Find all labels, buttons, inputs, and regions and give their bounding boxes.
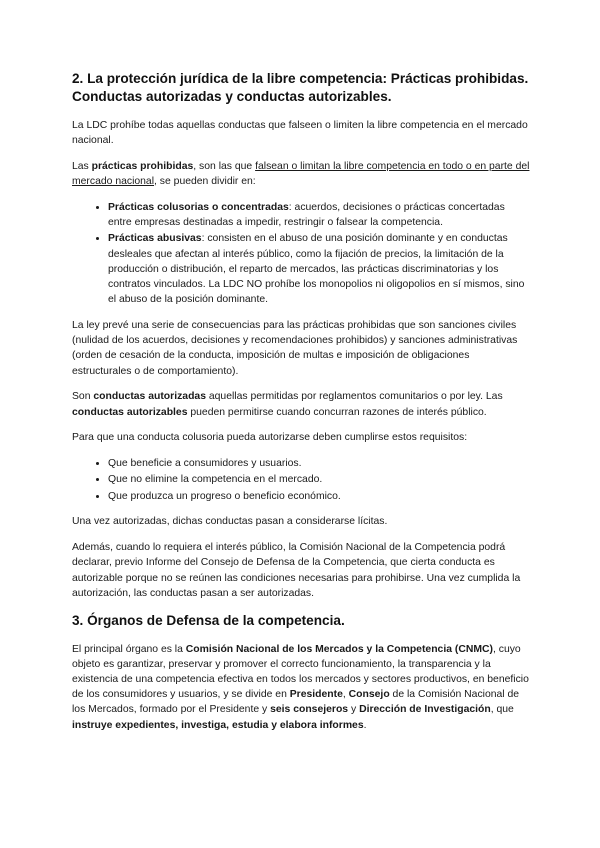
list-item: • Que no elimine la competencia en el mercado.	[108, 472, 530, 487]
paragraph-ldc-prohibe: La LDC prohíbe todas aquellas conductas que falseen o limiten la libre competencia en el mercado nacional.	[72, 120, 528, 147]
list-item: • Prácticas colusorias o concentradas: acuerdos, decisiones o prácticas concertadas entre empresas destinadas a impedir, restringir o falsear la competencia.	[108, 200, 530, 230]
section-3-heading: 3. Órganos de Defensa de la competencia.	[72, 612, 345, 628]
underlined-definition: falsean o limitan la libre competencia en todo o en parte del mercado nacional	[72, 161, 530, 188]
bold-practicas-prohibidas: prácticas prohibidas	[91, 161, 194, 172]
paragraph-conductas-autorizadas: Son conductas autorizadas aquellas permitidas por reglamentos comunitarios o por ley. Las conductas autorizables pueden permitirse cuando concurran razones de interés público.	[72, 391, 503, 418]
paragraph-cnmc: El principal órgano es la Comisión Nacional de los Mercados y la Competencia (CNMC), cuyo objeto es garantizar, preservar y promover el correcto funcionamiento, la transparencia y la existencia de una competencia efectiva en todos los mercados y sectores productivos, en beneficio de los consumidores y usuarios, y se divide en Presidente, Consejo de la Comisión Nacional de los Mercados, formado por el Presidente y seis consejeros y Dirección de Investigación, que instruye expedientes, investiga, estudia y elabora informes.	[72, 643, 529, 731]
paragraph-requisitos-intro: Para que una conducta colusoria pueda autorizarse deben cumplirse estos requisitos:	[72, 432, 468, 444]
document-page	[72, 70, 530, 743]
practicas-list	[72, 200, 530, 307]
paragraph-consecuencias: La ley prevé una serie de consecuencias para las prácticas prohibidas que son sanciones civiles (nulidad de los acuerdos, decisiones y recomendaciones prohibidos) y sanciones administrativas (orden de cesación de la conducta, imposición de multas e imposición de obligaciones estructurales o de comportamiento).	[72, 320, 518, 377]
paragraph-licitas: Una vez autorizadas, dichas conductas pasan a considerarse lícitas.	[72, 516, 388, 528]
list-item: • Que beneficie a consumidores y usuarios.	[108, 456, 530, 471]
paragraph-practicas-prohibidas: Las prácticas prohibidas, son las que falsean o limitan la libre competencia en todo o en parte del mercado nacional, se pueden dividir en:	[72, 161, 530, 188]
list-item: • Prácticas abusivas: consisten en el abuso de una posición dominante y en conductas desleales que afectan al interés público, como la fijación de precios, la limitación de la producción o distribución, el reparto de mercados, las prácticas discriminatorias y los contratos vinculados. La LDC NO prohíbe los monopolios ni oligopolios en sí mismos, sino el abuso de la posición dominante.	[108, 231, 530, 307]
requisitos-list	[72, 456, 530, 504]
section-2-heading: 2. La protección jurídica de la libre competencia: Prácticas prohibidas. Conductas autorizadas y conductas autorizables.	[72, 71, 529, 104]
list-item: • Que produzca un progreso o beneficio económico.	[108, 489, 530, 504]
paragraph-interes-publico: Además, cuando lo requiera el interés público, la Comisión Nacional de la Competencia podrá declarar, previo Informe del Consejo de Defensa de la Competencia, que cierta conducta es autorizable porque no se reúnen las condiciones necesarias para prohibirse. Una vez cumplida la autorización, las conductas pasan a ser autorizadas.	[72, 542, 521, 599]
